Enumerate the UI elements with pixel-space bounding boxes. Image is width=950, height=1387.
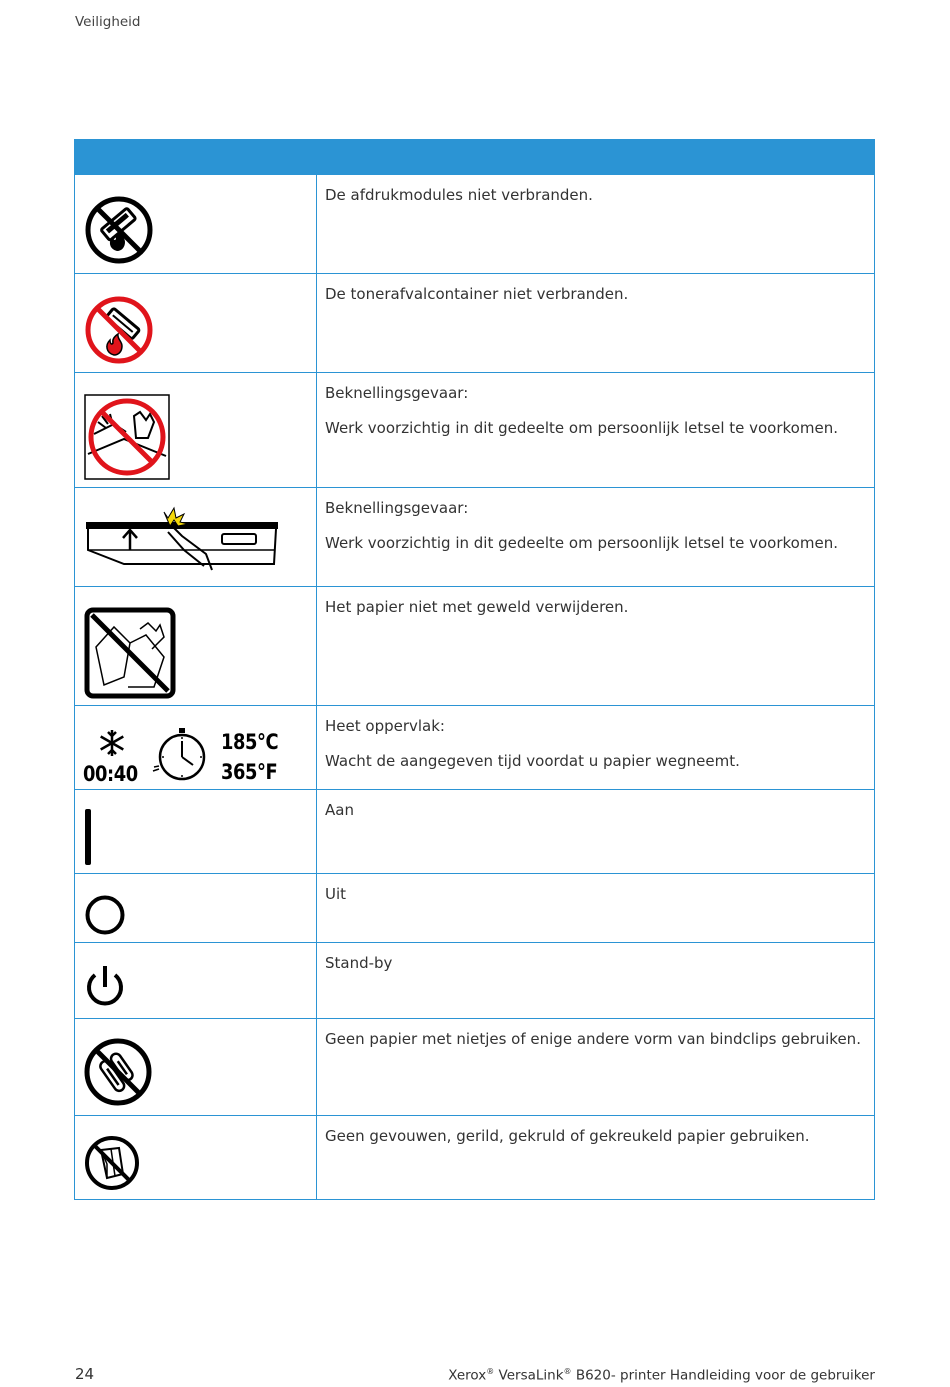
no-force-paper-removal-icon: [84, 607, 176, 699]
footer-title-rest: B620- printer Handleiding voor de gebruiker: [571, 1367, 875, 1384]
description-text: Aan: [325, 801, 354, 819]
table-row: [75, 874, 875, 943]
safety-symbols-table: [74, 139, 875, 1200]
description-text: Werk voorzichtig in dit gedeelte om persoonlijk letsel te voorkomen.: [325, 534, 838, 552]
no-staples-clips-icon: [83, 1037, 153, 1107]
no-folded-paper-icon: [83, 1134, 141, 1192]
running-header: Veiligheid: [75, 14, 141, 30]
pinch-hazard-hand-icon: [84, 394, 170, 480]
description-cell: [317, 874, 875, 943]
pinch-hazard-tray-icon: [84, 506, 280, 578]
standby-icon: [83, 963, 127, 1011]
no-burn-waste-toner-icon: [84, 295, 154, 365]
description-text: Stand-by: [325, 954, 393, 972]
document-title-footer: [448, 1367, 875, 1384]
symbol-cell: [75, 373, 317, 488]
symbol-cell: [75, 1116, 317, 1200]
column-header-description: [317, 140, 875, 175]
table-row: [75, 488, 875, 587]
table-header-row: [75, 140, 875, 175]
description-cell: [317, 1019, 875, 1116]
footer-trademark: ®: [486, 1367, 495, 1376]
symbol-cell: [75, 175, 317, 274]
description-text: Werk voorzichtig in dit gedeelte om persoonlijk letsel te voorkomen.: [325, 419, 838, 437]
table-row: [75, 587, 875, 706]
footer-trademark: ®: [563, 1367, 572, 1376]
snowflake-icon: [97, 728, 127, 758]
symbol-cell: [75, 274, 317, 373]
footer-product: VersaLink: [498, 1367, 564, 1384]
table-row: [75, 790, 875, 874]
table-row: [75, 175, 875, 274]
description-text: Geen papier met nietjes of enige andere vorm van bindclips gebruiken.: [325, 1030, 861, 1048]
page-number: 24: [75, 1365, 95, 1383]
table-row: [75, 1019, 875, 1116]
description-text: Beknellingsgevaar:: [325, 499, 469, 517]
description-text: Uit: [325, 885, 347, 903]
description-cell: [317, 1116, 875, 1200]
timer-clock-icon: [151, 725, 209, 783]
description-cell: [317, 790, 875, 874]
description-text: De afdrukmodules niet verbranden.: [325, 186, 593, 204]
table-row: [75, 706, 875, 790]
description-cell: [317, 488, 875, 587]
temperature-celsius-label: 185°C: [221, 730, 279, 754]
symbol-cell: [75, 874, 317, 943]
symbol-cell: [75, 706, 317, 790]
table-row: [75, 373, 875, 488]
symbol-cell: [75, 943, 317, 1019]
symbol-cell: [75, 587, 317, 706]
column-header-symbol: [75, 140, 317, 175]
description-cell: [317, 373, 875, 488]
description-cell: [317, 274, 875, 373]
cooldown-time-label: 00:40: [83, 762, 138, 786]
description-text: Wacht de aangegeven tijd voordat u papier wegneemt.: [325, 752, 740, 770]
symbol-cell: [75, 488, 317, 587]
description-cell: [317, 175, 875, 274]
power-off-icon: [84, 894, 126, 936]
description-text: Het papier niet met geweld verwijderen.: [325, 598, 629, 616]
description-text: De tonerafvalcontainer niet verbranden.: [325, 285, 629, 303]
description-text: Beknellingsgevaar:: [325, 384, 469, 402]
power-on-icon: [84, 808, 94, 866]
footer-brand: Xerox: [448, 1367, 487, 1384]
temperature-fahrenheit-label: 365°F: [221, 760, 278, 784]
table-row: [75, 943, 875, 1019]
description-cell: [317, 587, 875, 706]
table-row: [75, 274, 875, 373]
symbol-cell: [75, 1019, 317, 1116]
no-burn-drum-cartridge-icon: [84, 195, 154, 265]
description-text: Geen gevouwen, gerild, gekruld of gekreukeld papier gebruiken.: [325, 1127, 810, 1145]
symbol-cell: [75, 790, 317, 874]
table-row: [75, 1116, 875, 1200]
description-text: Heet oppervlak:: [325, 717, 445, 735]
description-cell: [317, 706, 875, 790]
description-cell: [317, 943, 875, 1019]
